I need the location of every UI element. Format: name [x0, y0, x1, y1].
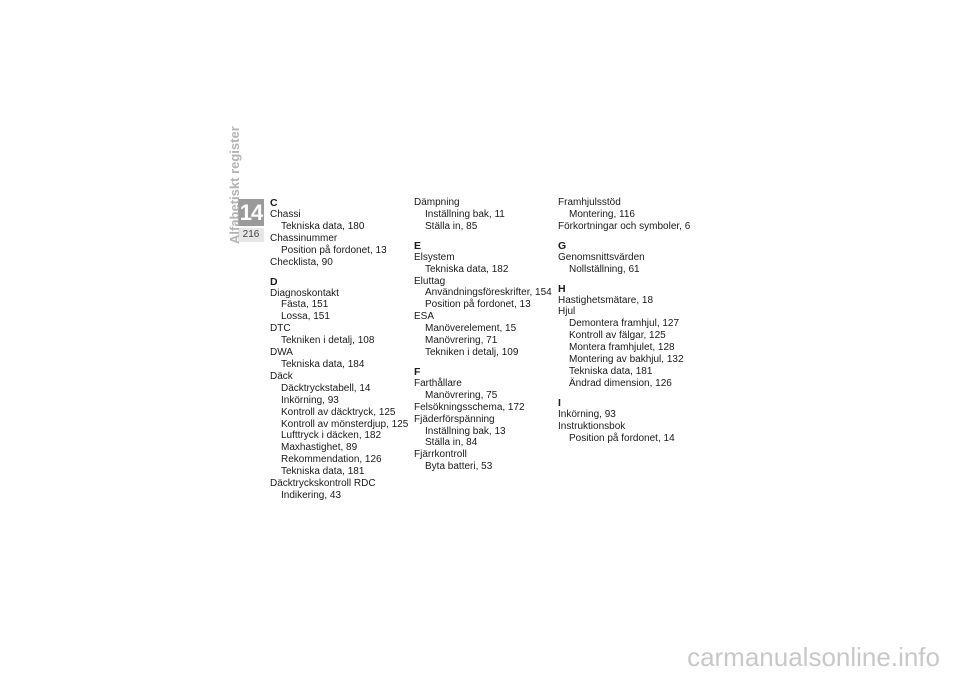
index-letter-heading: H — [558, 282, 566, 295]
index-subentry: Position på fordonet, 13 — [425, 299, 531, 311]
index-entry: ESA — [414, 311, 435, 323]
index-subentry: Kontroll av däcktryck, 125 — [281, 406, 396, 418]
index-letter-heading: E — [414, 239, 422, 252]
index-entry: Instruktionsbok — [558, 420, 626, 432]
chapter-number: 14 — [239, 200, 263, 225]
index-entry: Checklista, 90 — [270, 256, 333, 268]
index-subentry: Demontera framhjul, 127 — [569, 318, 680, 330]
index-entry: Fjärrkontroll — [414, 449, 467, 461]
index-subentry: Montera framhjulet, 128 — [569, 342, 675, 354]
index-subentry: Ändrad dimension, 126 — [569, 377, 672, 389]
index-letter-heading: F — [414, 365, 421, 378]
index-letter-heading: C — [270, 197, 278, 209]
index-subentry: Rekommendation, 126 — [281, 454, 382, 466]
index-entry: Diagnoskontakt — [270, 287, 339, 299]
index-letter-heading: G — [558, 239, 567, 252]
index-subentry: Lufttryck i däcken, 182 — [281, 430, 382, 442]
index-entry: Hastighetsmätare, 18 — [558, 294, 654, 306]
index-column-3 — [558, 197, 706, 445]
index-subentry: Position på fordonet, 13 — [281, 244, 387, 256]
index-subentry: Indikering, 43 — [281, 489, 342, 501]
index-entry: Framhjulsstöd — [558, 197, 621, 208]
section-title: Alfabetiskt register — [227, 126, 242, 244]
index-entry: Fjäderförspänning — [414, 413, 495, 425]
index-subentry: Tekniska data, 180 — [281, 220, 365, 232]
index-entry: Felsökningsschema, 172 — [414, 401, 525, 413]
index-subentry: Ställa in, 85 — [425, 220, 478, 232]
index-subentry: Manöverelement, 15 — [425, 323, 517, 335]
index-entry: Däcktryckskontroll RDC — [270, 478, 376, 490]
index-letter-heading: D — [270, 275, 278, 288]
index-entry: Dämpning — [414, 197, 460, 208]
index-subentry: Montering av bakhjul, 132 — [569, 354, 684, 366]
index-entry: Farthållare — [414, 377, 462, 389]
index-subentry: Nollställning, 61 — [569, 263, 640, 275]
index-subentry: Manövrering, 71 — [425, 335, 498, 347]
index-entry: Däck — [270, 370, 293, 382]
index-subentry: Kontroll av fälgar, 125 — [569, 330, 666, 342]
index-entry: DWA — [270, 347, 293, 359]
index-subentry: Tekniska data, 184 — [281, 358, 365, 370]
index-entry: Hjul — [558, 306, 576, 318]
page-number: 216 — [238, 228, 264, 242]
index-entry: Eluttag — [414, 275, 446, 287]
index-subentry: Position på fordonet, 14 — [569, 432, 675, 444]
index-entry: DTC — [270, 323, 291, 335]
index-subentry: Inställning bak, 11 — [425, 208, 505, 220]
index-subentry: Lossa, 151 — [281, 311, 330, 323]
index-subentry: Tekniska data, 181 — [281, 466, 365, 478]
index-subentry: Montering, 116 — [569, 208, 635, 220]
index-subentry: Manövrering, 75 — [425, 389, 498, 401]
index-entry: Inkörning, 93 — [558, 408, 616, 420]
watermark: carmanualsonline.info — [687, 642, 940, 672]
index-subentry: Däcktryckstabell, 14 — [281, 382, 371, 394]
index-subentry: Fästa, 151 — [281, 299, 329, 311]
index-subentry: Ställa in, 84 — [425, 437, 478, 449]
index-entry: Förkortningar och symboler, 6 — [558, 220, 691, 232]
index-column-2 — [414, 197, 562, 473]
index-letter-heading: I — [558, 396, 561, 409]
index-entry: Genomsnittsvärden — [558, 251, 645, 263]
index-subentry: Inkörning, 93 — [281, 394, 339, 406]
index-subentry: Kontroll av mönsterdjup, 125 — [281, 418, 409, 430]
index-subentry: Byta batteri, 53 — [425, 461, 493, 473]
index-subentry: Användningsföreskrifter, 154 — [425, 287, 552, 299]
index-subentry: Maxhastighet, 89 — [281, 442, 358, 454]
index-subentry: Inställning bak, 13 — [425, 425, 506, 437]
index-entry: Chassinummer — [270, 232, 338, 244]
index-subentry: Tekniken i detalj, 108 — [281, 335, 375, 347]
index-column-1 — [270, 197, 418, 502]
index-subentry: Tekniska data, 182 — [425, 263, 509, 275]
index-entry: Elsystem — [414, 251, 455, 263]
index-subentry: Tekniken i detalj, 109 — [425, 346, 519, 358]
index-subentry: Tekniska data, 181 — [569, 365, 653, 377]
index-entry: Chassi — [270, 209, 301, 220]
